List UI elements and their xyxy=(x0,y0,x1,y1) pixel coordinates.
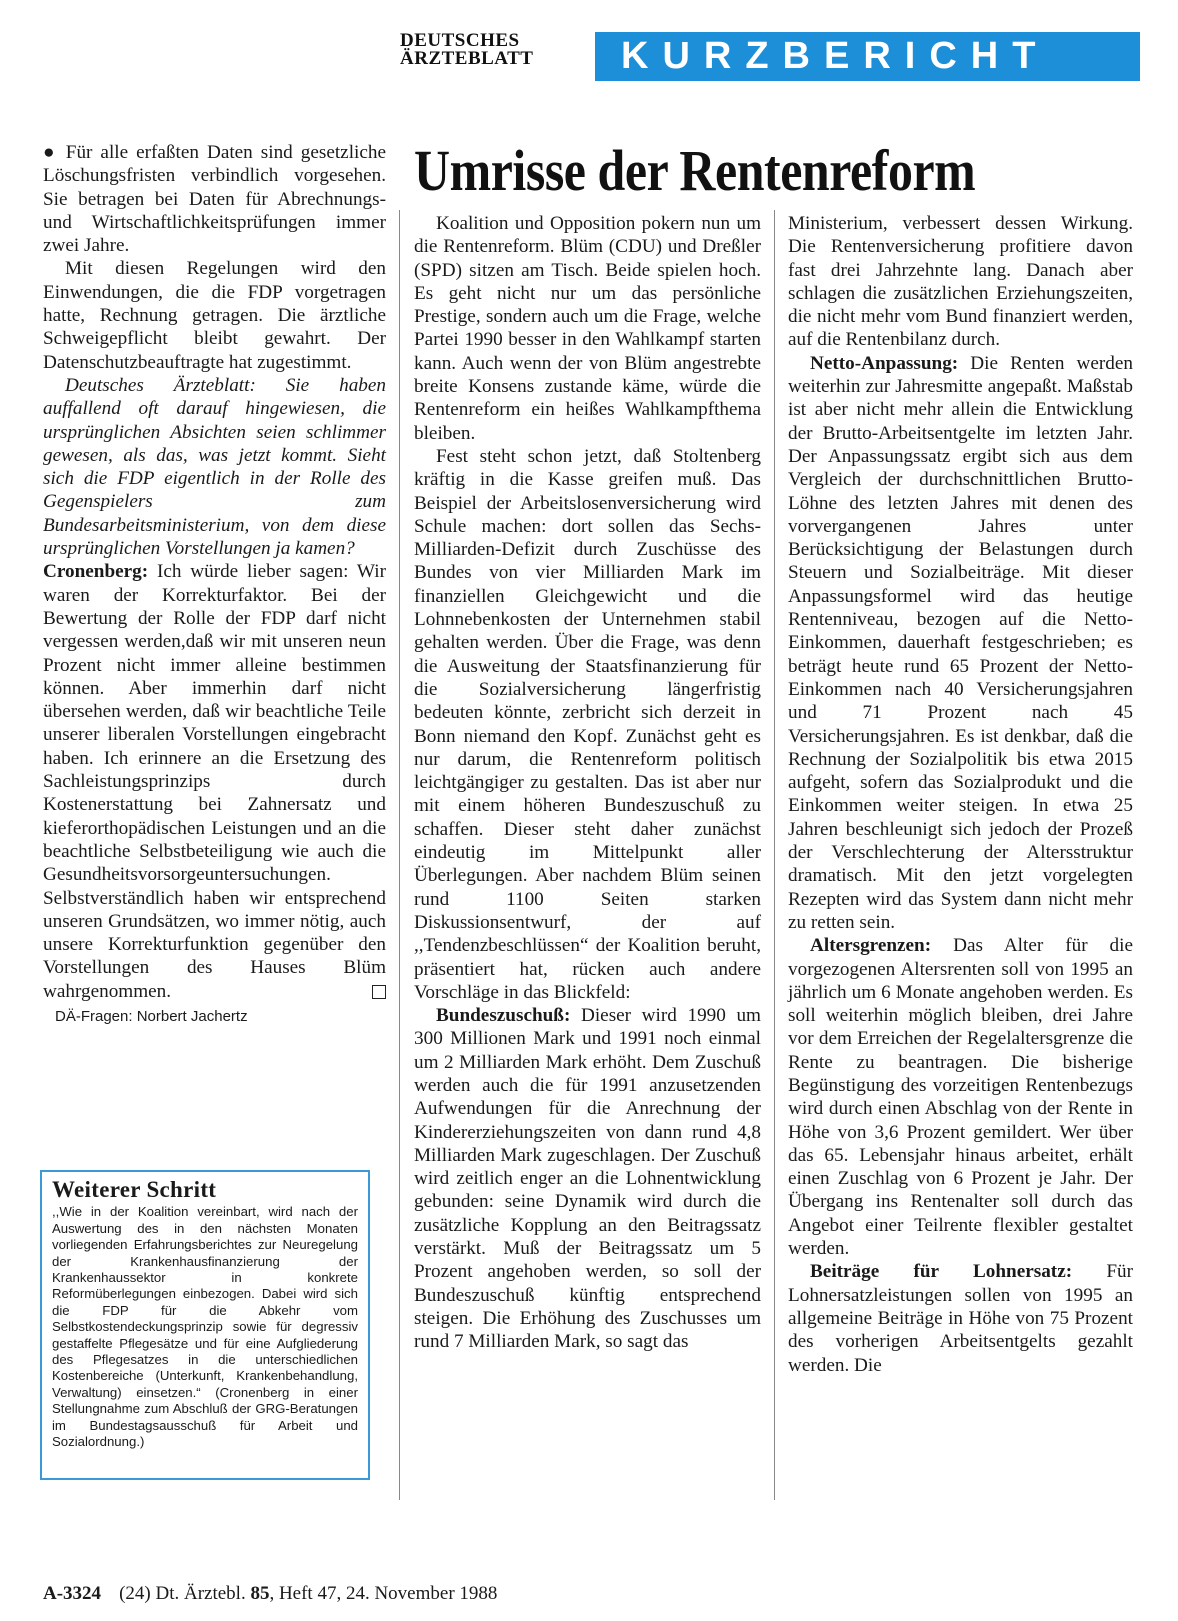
section-label: KURZBERICHT xyxy=(595,32,1140,81)
page-code: A-3324 xyxy=(43,1583,102,1604)
masthead-line2: ÄRZTEBLATT xyxy=(400,48,534,69)
column-middle xyxy=(414,212,761,1354)
subhead: Beiträge für Lohnersatz: xyxy=(810,1261,1073,1283)
paragraph xyxy=(414,1004,761,1353)
paragraph-text: Die Renten werden weiterhin zur Jahresmitte angepaßt. Maßstab ist aber nicht mehr allein die Entwicklung der Brutto-Arbeitsentgelte im letzten Jahr. Der Anpassungssatz ergibt sich aus dem Vergleich der durchschnittlichen Brutto-Löhne des letzten Jahres mit denen des vorvergangenen Jahres unter Berücksichtigung der Belastungen durch Steuern und Sozialbeiträge. Mit dieser Anpassungsformel wird das heutige Rentenniveau, bezogen auf die Netto-Einkommen, dauerhaft festgeschrieben; es beträgt heute rund 65 Prozent der Netto-Einkommen nach 40 Versicherungsjahren und 71 Prozent nach 45 Versicherungsjahren. Es ist denkbar, daß die Rechnung der Sozialpolitik bis etwa 2015 aufgeht, sofern das Sozialprodukt und die Einkommen weiter steigen. In etwa 25 Jahren beschleunigt sich jedoch der Prozeß der Verschlechterung der Altersstruktur dramatisch. Mit den jetzt vorgelegten Rezepten wird das System dann nicht mehr zu retten sein. xyxy=(788,352,1133,933)
paragraph-text: Das Alter für die vorgezogenen Altersrenten soll von 1995 an jährlich um 6 Monate angehoben werden. Es soll weiterhin möglich bleiben, drei Jahre vor dem Erreichen der Regelaltersgrenze die Rente zu beantragen. Die bisherige Begünstigung des vorzeitigen Rentenbezugs wird durch einen Abschlag von der Rente in Höhe von 3,6 Prozent gemildert. Wer über das 65. Lebensjahr hinaus arbeitet, erhält einen Zuschlag von 6 Prozent je Jahr. Der Übergang ins Rentenalter soll durch das Angebot einer Teilrente flexibler gestaltet werden. xyxy=(788,935,1133,1260)
speaker-name: Cronenberg: xyxy=(43,561,149,583)
headline: Umrisse der Rentenreform xyxy=(414,138,976,203)
paragraph-text: Für Lohnersatzleistungen sollen von 1995 an allgemeine Beiträge in Höhe von 75 Prozent des vorherigen Arbeitsentgelts gezahlt werden. Die xyxy=(788,1261,1134,1376)
paragraph xyxy=(788,1260,1133,1376)
citation-post: , Heft 47, 24. November 1988 xyxy=(269,1583,498,1604)
paragraph: Fest steht schon jetzt, daß Stoltenberg kräftig in die Kasse greifen muß. Das Beispiel der Arbeitslosenversicherung wird Schule machen: dort sollen das Sechs-Milliarden-Defizit durch Zuschüsse des Bundes von vier Milliarden Mark im finanziellen Gleichgewicht und die Lohnnebenkosten der Unternehmen stabil gehalten werden. Über die Frage, was denn die Ausweitung der Staatsfinanzierung für die Sozialversicherung längerfristig bedeuten könnte, zerbricht sich derzeit in Bonn niemand den Kopf. Zunächst geht es nur darum, die Rentenreform politisch leichtgängiger zu gestalten. Das ist aber nur mit einem höheren Bundeszuschuß zu schaffen. Dieser steht daher zunächst eindeutig im Mittelpunkt aller Überlegungen. Aber nachdem Blüm seinen rund 1100 Seiten starken Diskussionsentwurf, der auf ,,Tendenzbeschlüssen“ der Koalition beruht, präsentiert hat, rücken auch andere Vorschläge in das Blickfeld: xyxy=(414,445,761,1003)
paragraph: ● Für alle erfaßten Daten sind gesetzliche Löschungsfristen verbindlich vorgesehen. Sie betragen bei Daten für Abrechnungs- und Wirtschaftlichkeitsprüfungen immer zwei Jahre. xyxy=(43,142,386,257)
interview-question: Deutsches Ärzteblatt: Sie haben auffallend oft darauf hingewiesen, die ursprünglichen Absichten seien schlimmer gewesen, als das, was jetzt kommt. Sieht sich die FDP eigentlich in der Rolle des Gegenspielers zum Bundesarbeitsministerium, von dem diese ursprünglichen Vorstellungen ja kamen? xyxy=(43,374,386,560)
end-mark-icon xyxy=(372,985,386,999)
info-box-text: ,,Wie in der Koalition vereinbart, wird nach der Auswertung des in den nächsten Monaten vorliegenden Erfahrungsberichtes zur Neuregelung der Krankenhausfinanzierung der Krankenhaussektor in konkrete Reformüberlegungen einbezogen. Dabei wird sich die FDP für die Abkehr vom Selbstkostendeckungsprinzip sowie für degressiv gestaffelte Pflegesätze und für eine Aufgliederung des Pflegesatzes in die unterschiedlichen Kostenbereiche (Unterkunft, Krankenbehandlung, Verwaltung) einsetzen.“ (Cronenberg in einer Stellungnahme zum Abschluß der GRG-Beratungen im Bundestagsausschuß für Arbeit und Sozialordnung.) xyxy=(52,1204,358,1450)
subhead: Bundeszuschuß: xyxy=(436,1005,571,1027)
masthead-line1: DEUTSCHES xyxy=(400,30,520,51)
subhead: Altersgrenzen: xyxy=(810,935,932,957)
column-left xyxy=(43,141,386,1028)
interview-answer xyxy=(43,560,386,1003)
paragraph xyxy=(788,934,1133,1260)
column-right xyxy=(788,212,1133,1377)
citation-volume: 85 xyxy=(250,1583,270,1604)
paragraph: Ministerium, verbessert dessen Wirkung. Die Rentenversicherung profitiere davon fast drei Jahrzehnte lang. Danach aber schlagen die zusätzlichen Erziehungszeiten, die nicht mehr vom Bund finanziert werden, auf die Rentenbilanz durch. xyxy=(788,213,1133,351)
paragraph: Mit diesen Regelungen wird den Einwendungen, die die FDP vorgetragen hatte, Rechnung getragen. Die ärztliche Schweigepflicht bleibt gewahrt. Der Datenschutzbeauftragte hat zugestimmt. xyxy=(43,258,386,373)
page-footer xyxy=(43,1583,497,1605)
paragraph xyxy=(788,352,1133,934)
citation-pre: (24) Dt. Ärztebl. xyxy=(119,1583,251,1604)
subhead: Netto-Anpassung: xyxy=(810,352,959,374)
answer-text: Ich würde lieber sagen: Wir waren der Korrekturfaktor. Bei der Bewertung der Rolle der FDP darf nicht vergessen werden,daß wir mit unseren neun Prozent nicht immer alleine bestimmen können. Aber immerhin darf nicht übersehen werden, daß wir beachtliche Teile unserer liberalen Vorstellungen eingebracht haben. Ich erinnere an die Ersetzung des Sachleistungsprinzips durch Kostenerstattung bei Zahnersatz und kieferorthopädischen Leistungen und an die beachtliche Selbstbeteiligung wie auch die Gesundheitsvorsorgeuntersuchungen. Selbstverständlich haben wir entsprechend unseren Grundsätzen, wo immer nötig, auch unsere Korrekturfunktion gegenüber den Vorstellungen des Hauses Blüm wahrgenommen. xyxy=(43,561,386,1002)
masthead-logo xyxy=(400,32,590,68)
paragraph-text: Dieser wird 1990 um 300 Millionen Mark und 1991 noch einmal um 2 Milliarden Mark erhöht. Dem Zuschuß werden auch die für 1991 anzusetzenden Aufwendungen für die Anrechnung der Kindererziehungszeiten von dann rund 4,8 Milliarden Mark zugeschlagen. Der Zuschuß wird zeitlich enger an die Lohnentwicklung gebunden: seine Dynamik wird durch die zusätzliche Kopplung an den Beitragssatz verstärkt. Muß der Beitragssatz um 5 Prozent angehoben werden, so soll der Bundeszuschuß künftig entsprechend steigen. Die Erhöhung des Zuschusses um rund 7 Milliarden Mark, so sagt das xyxy=(414,1005,761,1353)
paragraph: Koalition und Opposition pokern nun um die Rentenreform. Blüm (CDU) und Dreßler (SPD) sitzen am Tisch. Beide spielen hoch. Es geht nicht nur um das persönliche Prestige, sondern auch um die Frage, welche Partei 1990 besser in den Wahlkampf starten kann. Auch wenn der von Blüm angestrebte breite Konsens zustande käme, würde die Rentenreform ein heißes Wahlkampfthema bleiben. xyxy=(414,213,761,444)
column-divider xyxy=(399,210,400,1500)
info-box xyxy=(40,1170,370,1480)
column-divider xyxy=(774,210,775,1500)
author-credit: DÄ-Fragen: Norbert Jachertz xyxy=(55,1007,248,1025)
info-box-title: Weiterer Schritt xyxy=(52,1177,217,1202)
